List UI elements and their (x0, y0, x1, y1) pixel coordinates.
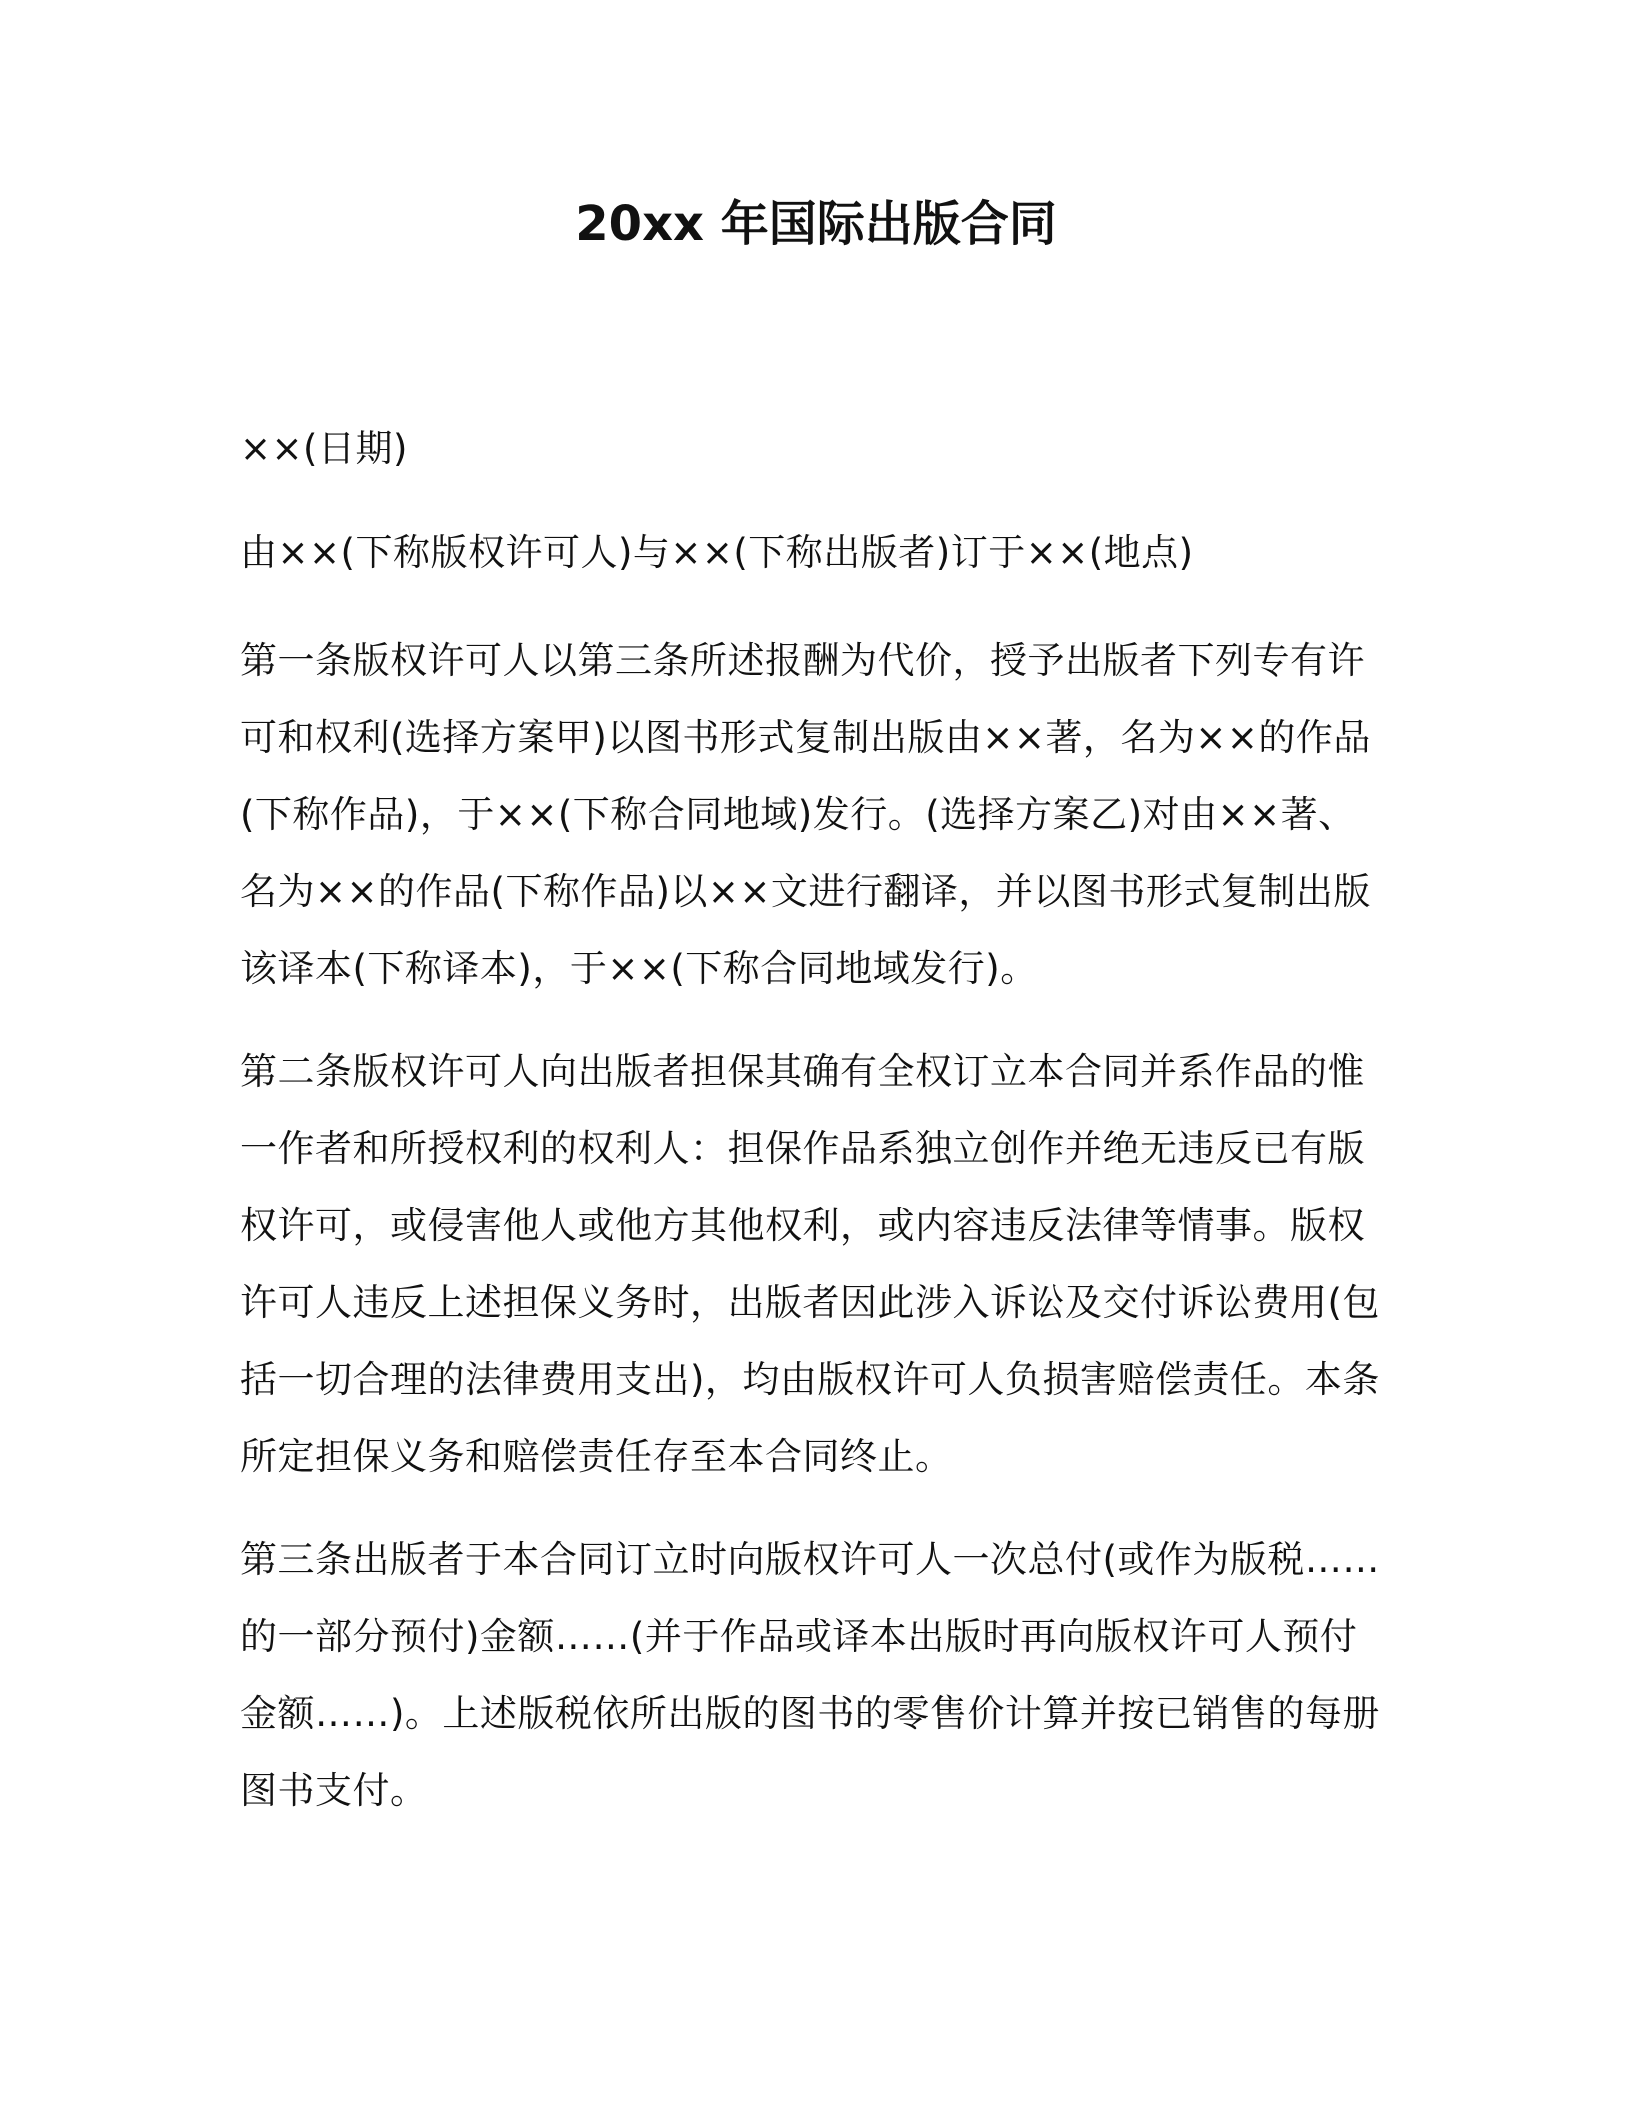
document-body (240, 414, 1390, 1855)
date-line: ××(日期) (240, 427, 408, 470)
article-3-paragraph: 第三条出版者于本合同订立时向版权许可人一次总付(或作为版税……的一部分预付)金额……(并于作品或译本出版时再向版权许可人预付金额……)。上述版税依所出版的图书的零售价计算并按已销售的每册图书支付。 (240, 1538, 1380, 1812)
article-1-paragraph: 第一条版权许可人以第三条所述报酬为代价，授予出版者下列专有许可和权利(选择方案甲)以图书形式复制出版由××著，名为××的作品(下称作品)，于××(下称合同地域)发行。(选择方案乙)对由××著、名为××的作品(下称作品)以××文进行翻译，并以图书形式复制出版该译本(下称译本)，于××(下称合同地域发行)。 (240, 639, 1371, 990)
article-2-paragraph: 第二条版权许可人向出版者担保其确有全权订立本合同并系作品的惟一作者和所授权利的权利人：担保作品系独立创作并绝无违反已有版权许可，或侵害他人或他方其他权利，或内容违反法律等情事。版权许可人违反上述担保义务时，出版者因此涉入诉讼及交付诉讼费用(包括一切合理的法律费用支出)，均由版权许可人负损害赔偿责任。本条所定担保义务和赔偿责任存至本合同终止。 (240, 1050, 1380, 1478)
parties-line: 由××(下称版权许可人)与××(下称出版者)订于××(地点) (240, 531, 1194, 574)
document-title: 20xx 年国际出版合同 (575, 196, 1057, 252)
